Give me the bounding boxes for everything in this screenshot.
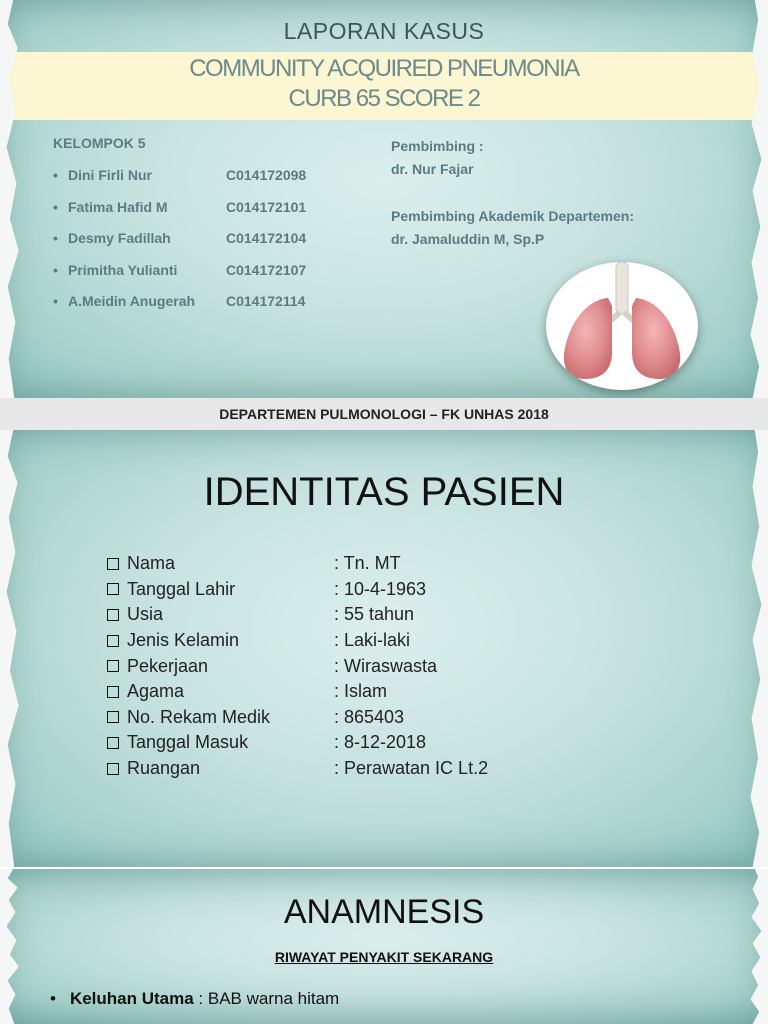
checkbox-icon [107, 660, 119, 672]
identity-value: : 8-12-2018 [334, 732, 427, 753]
member-item [53, 167, 306, 199]
member-item [53, 230, 306, 262]
bullet: • [53, 167, 58, 183]
identity-row [107, 653, 488, 679]
identity-label: Pekerjaan [127, 655, 209, 676]
identity-label: No. Rekam Medik [127, 706, 271, 727]
identity-list [107, 551, 488, 781]
identity-value: : Laki-laki [334, 630, 411, 651]
identity-value: : Perawatan IC Lt.2 [334, 758, 489, 779]
member-id: C014172107 [226, 261, 307, 278]
checkbox-icon [107, 558, 119, 570]
member-item [53, 293, 306, 325]
member-id: C014172101 [226, 198, 307, 215]
report-title: LAPORAN KASUS [283, 18, 485, 44]
identity-label: Nama [127, 553, 176, 574]
identity-row [107, 756, 488, 782]
member-list [53, 167, 306, 325]
bullet: • [50, 989, 56, 1008]
checkbox-icon [107, 635, 119, 647]
identity-value: : Tn. MT [334, 553, 401, 574]
identity-value: : 55 tahun [334, 604, 415, 625]
chief-complaint-label: Keluhan Utama [69, 989, 194, 1008]
identity-label: Agama [127, 681, 185, 702]
identity-value: : 10-4-1963 [334, 578, 427, 599]
title-band [0, 52, 768, 120]
checkbox-icon [107, 711, 119, 723]
anamnesis-title: ANAMNESIS [283, 893, 485, 931]
academic-supervisor-name: dr. Jamaluddin M, Sp.P [391, 231, 545, 247]
history-subtitle: RIWAYAT PENYAKIT SEKARANG [274, 949, 494, 965]
identity-value: : Islam [334, 681, 388, 702]
member-name: Primitha Yulianti [68, 261, 178, 278]
identity-value: : 865403 [334, 706, 405, 727]
identity-label: Ruangan [127, 758, 201, 779]
identity-label: Jenis Kelamin [127, 630, 240, 651]
checkbox-icon [107, 609, 119, 621]
identity-label: Usia [127, 604, 164, 625]
identity-row [107, 628, 488, 654]
member-id: C014172114 [226, 293, 306, 309]
checkbox-icon [107, 583, 119, 595]
report-subtitle-line1: COMMUNITY ACQUIRED PNEUMONIA [189, 55, 579, 82]
report-subtitle-line2: CURB 65 SCORE 2 [288, 85, 480, 112]
member-item [53, 199, 306, 231]
supervisor-name: dr. Nur Fajar [391, 161, 474, 177]
member-id: C014172104 [226, 230, 307, 246]
academic-supervisor-block [391, 205, 634, 251]
supervisor-block [391, 135, 484, 181]
identity-label: Tanggal Lahir [127, 578, 236, 599]
member-id: C014172098 [226, 167, 307, 183]
checkbox-icon [107, 737, 119, 749]
identity-row [107, 730, 488, 756]
bullet: • [53, 198, 58, 215]
identity-row [107, 602, 488, 628]
slide-anamnesis [0, 869, 768, 1024]
slide-patient-identity [0, 430, 768, 867]
member-name: Fatima Hafid M [68, 198, 168, 215]
member-name: A.Meidin Anugerah [68, 293, 196, 309]
checkbox-icon [107, 763, 119, 775]
department-footer: DEPARTEMEN PULMONOLOGI – FK UNHAS 2018 [0, 398, 768, 430]
chief-complaint-item [50, 989, 339, 1009]
bullet: • [53, 230, 58, 246]
member-name: Dini Firli Nur [68, 167, 152, 183]
bullet: • [53, 261, 58, 278]
bullet: • [53, 293, 58, 309]
lungs-icon [546, 262, 698, 390]
identity-row [107, 551, 488, 577]
identity-label: Tanggal Masuk [127, 732, 249, 753]
slide-title [0, 0, 768, 398]
identity-value: : Wiraswasta [334, 655, 438, 676]
group-label: KELOMPOK 5 [53, 135, 146, 151]
identity-row [107, 705, 488, 731]
identity-row [107, 679, 488, 705]
chief-complaint-value: : BAB warna hitam [193, 989, 340, 1008]
patient-identity-title: IDENTITAS PASIEN [203, 470, 565, 514]
member-item [53, 262, 306, 294]
identity-row [107, 577, 488, 603]
member-name: Desmy Fadillah [68, 230, 171, 246]
checkbox-icon [107, 686, 119, 698]
supervisor-label: Pembimbing : [391, 138, 484, 154]
academic-supervisor-label: Pembimbing Akademik Departemen: [391, 208, 634, 224]
